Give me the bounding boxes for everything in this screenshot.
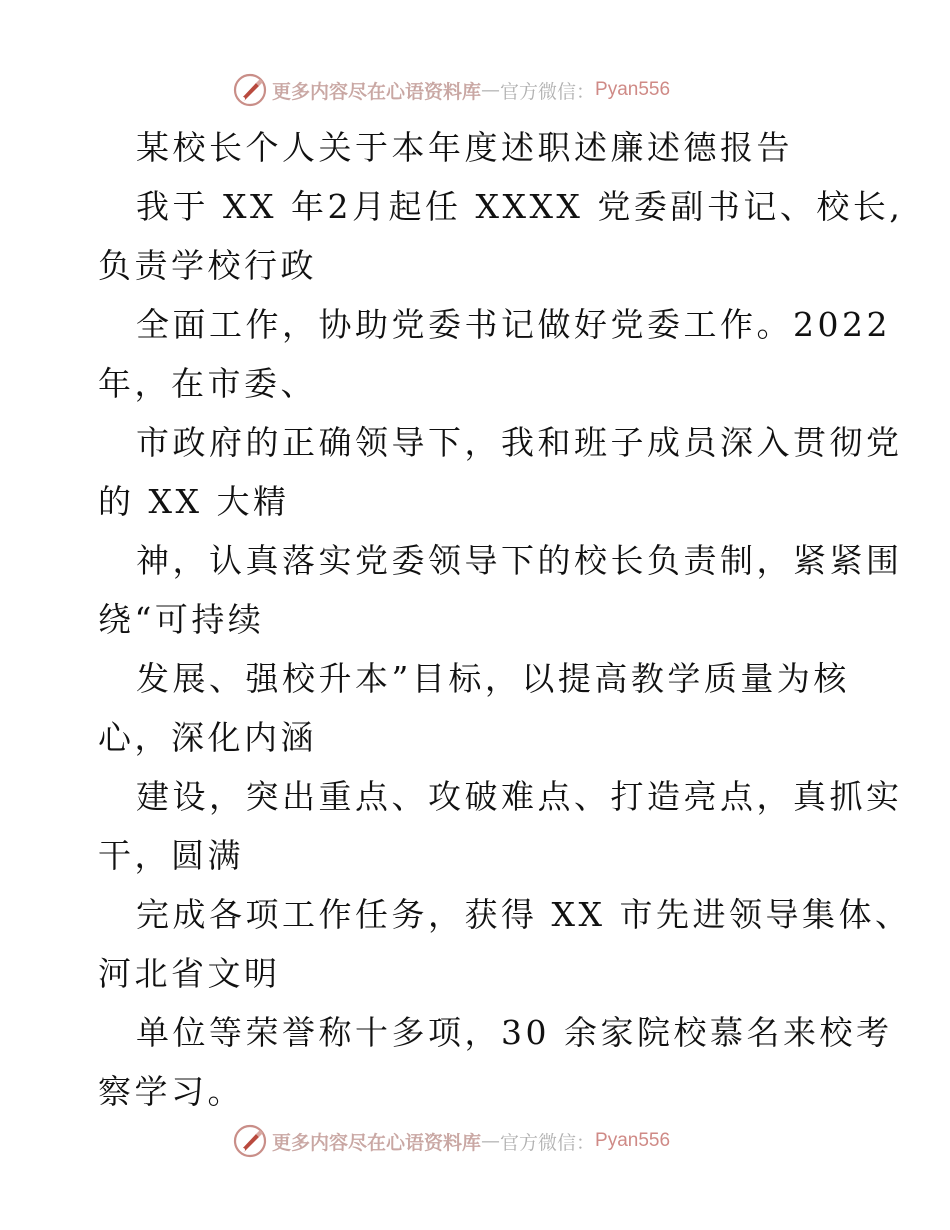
report-body [98, 118, 912, 1121]
watermark-separator: — [481, 79, 501, 101]
watermark-wechat-label: 官方微信： [500, 1131, 596, 1154]
watermark-wechat-id: Pyan556 [595, 79, 671, 100]
paragraph-line: 负责学校行政 [98, 246, 317, 285]
watermark-wechat-id: Pyan556 [595, 1130, 671, 1151]
paragraph-line: 发展、强校升本”目标，以提高教学质量为核 [136, 659, 850, 698]
paragraph-line: 心，深化内涵 [98, 718, 317, 757]
paragraph-line: 建设，突出重点、攻破难点、打造亮点，真抓实 [136, 777, 903, 816]
paragraph-line: 河北省文明 [98, 954, 281, 993]
paragraph-line: 神，认真落实党委领导下的校长负责制，紧紧围 [136, 541, 903, 580]
paragraph-line: 年，在市委、 [98, 364, 317, 403]
paragraph-line: 的 XX 大精 [98, 482, 290, 521]
paragraph-line: 全面工作，协助党委书记做好党委工作。2022 [136, 305, 891, 344]
fountain-pen-seal-logo [232, 72, 268, 108]
paragraph-line: 察学习。 [98, 1072, 244, 1111]
watermark-site-text: 更多内容尽在心语资料库 [272, 80, 482, 103]
paragraph-line: 绕“可持续 [98, 600, 265, 639]
watermark-site-text: 更多内容尽在心语资料库 [272, 1131, 482, 1154]
fountain-pen-seal-logo [232, 1123, 268, 1159]
watermark-separator: — [481, 1130, 501, 1152]
paragraph-line: 市政府的正确领导下，我和班子成员深入贯彻党 [136, 423, 903, 462]
paragraph-line: 单位等荣誉称十多项，30 余家院校慕名来校考 [136, 1013, 893, 1052]
watermark-wechat-label: 官方微信： [500, 80, 596, 103]
paragraph-line: 干，圆满 [98, 836, 244, 875]
header-watermark [232, 70, 752, 110]
report-title: 某校长个人关于本年度述职述廉述德报告 [136, 128, 793, 167]
paragraph-line: 我于 XX 年2月起任 XXXX 党委副书记、校长, [136, 187, 904, 226]
footer-watermark [232, 1121, 752, 1161]
paragraph-line: 完成各项工作任务，获得 XX 市先进领导集体、 [136, 895, 912, 934]
